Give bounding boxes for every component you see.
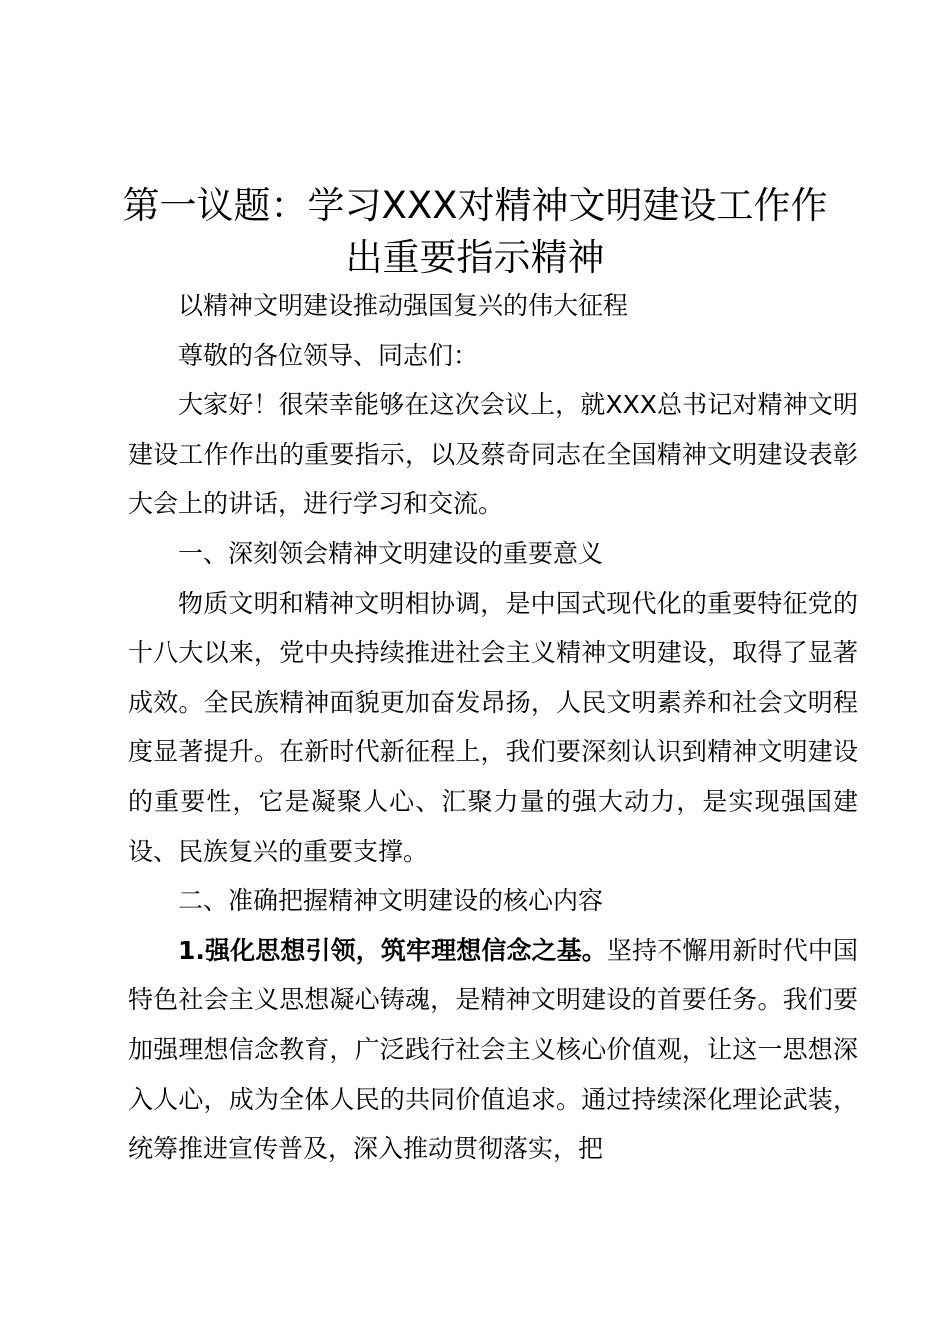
document-title — [110, 180, 840, 284]
intro-paragraph: 大家好！很荣幸能够在这次会议上，就XXX总书记对精神文明建设工作作出的重要指示，以及蔡奇同志在全国精神文明建设表彰大会上的讲话，进行学习和交流。 — [128, 390, 858, 519]
document-body — [128, 281, 858, 1174]
point-1-paragraph — [128, 926, 858, 1174]
point-1-body: 坚持不懈用新时代中国特色社会主义思想凝心铸魂，是精神文明建设的首要任务。我们要加强理想信念教育，广泛践行社会主义核心价值观，让这一思想深入人心，成为全体人民的共同价值追求。通过持续深化理论武装，统筹推进宣传普及，深入推动贯彻落实，把 — [128, 935, 858, 1164]
greeting: 尊敬的各位领导、同志们： — [178, 340, 479, 370]
point-1-lead: 1.强化思想引领，筑牢理想信念之基。 — [178, 935, 607, 965]
section-1-paragraph: 物质文明和精神文明相协调，是中国式现代化的重要特征党的十八大以来，党中央持续推进社会主义精神文明建设，取得了显著成效。全民族精神面貌更加奋发昂扬，人民文明素养和社会文明程度显著提升。在新时代新征程上，我们要深刻认识到精神文明建设的重要性，它是凝聚人心、汇聚力量的强大动力，是实现强国建设、民族复兴的重要支撑。 — [128, 588, 858, 866]
subtitle: 以精神文明建设推动强国复兴的伟大征程 — [178, 291, 629, 320]
section-1-heading: 一、深刻领会精神文明建设的重要意义 — [178, 538, 604, 568]
section-2-heading: 二、准确把握精神文明建设的核心内容 — [178, 886, 604, 916]
title-line-2: 出重要指示精神 — [345, 236, 605, 279]
title-line-1: 第一议题：学习XXX对精神文明建设工作作 — [122, 184, 828, 227]
